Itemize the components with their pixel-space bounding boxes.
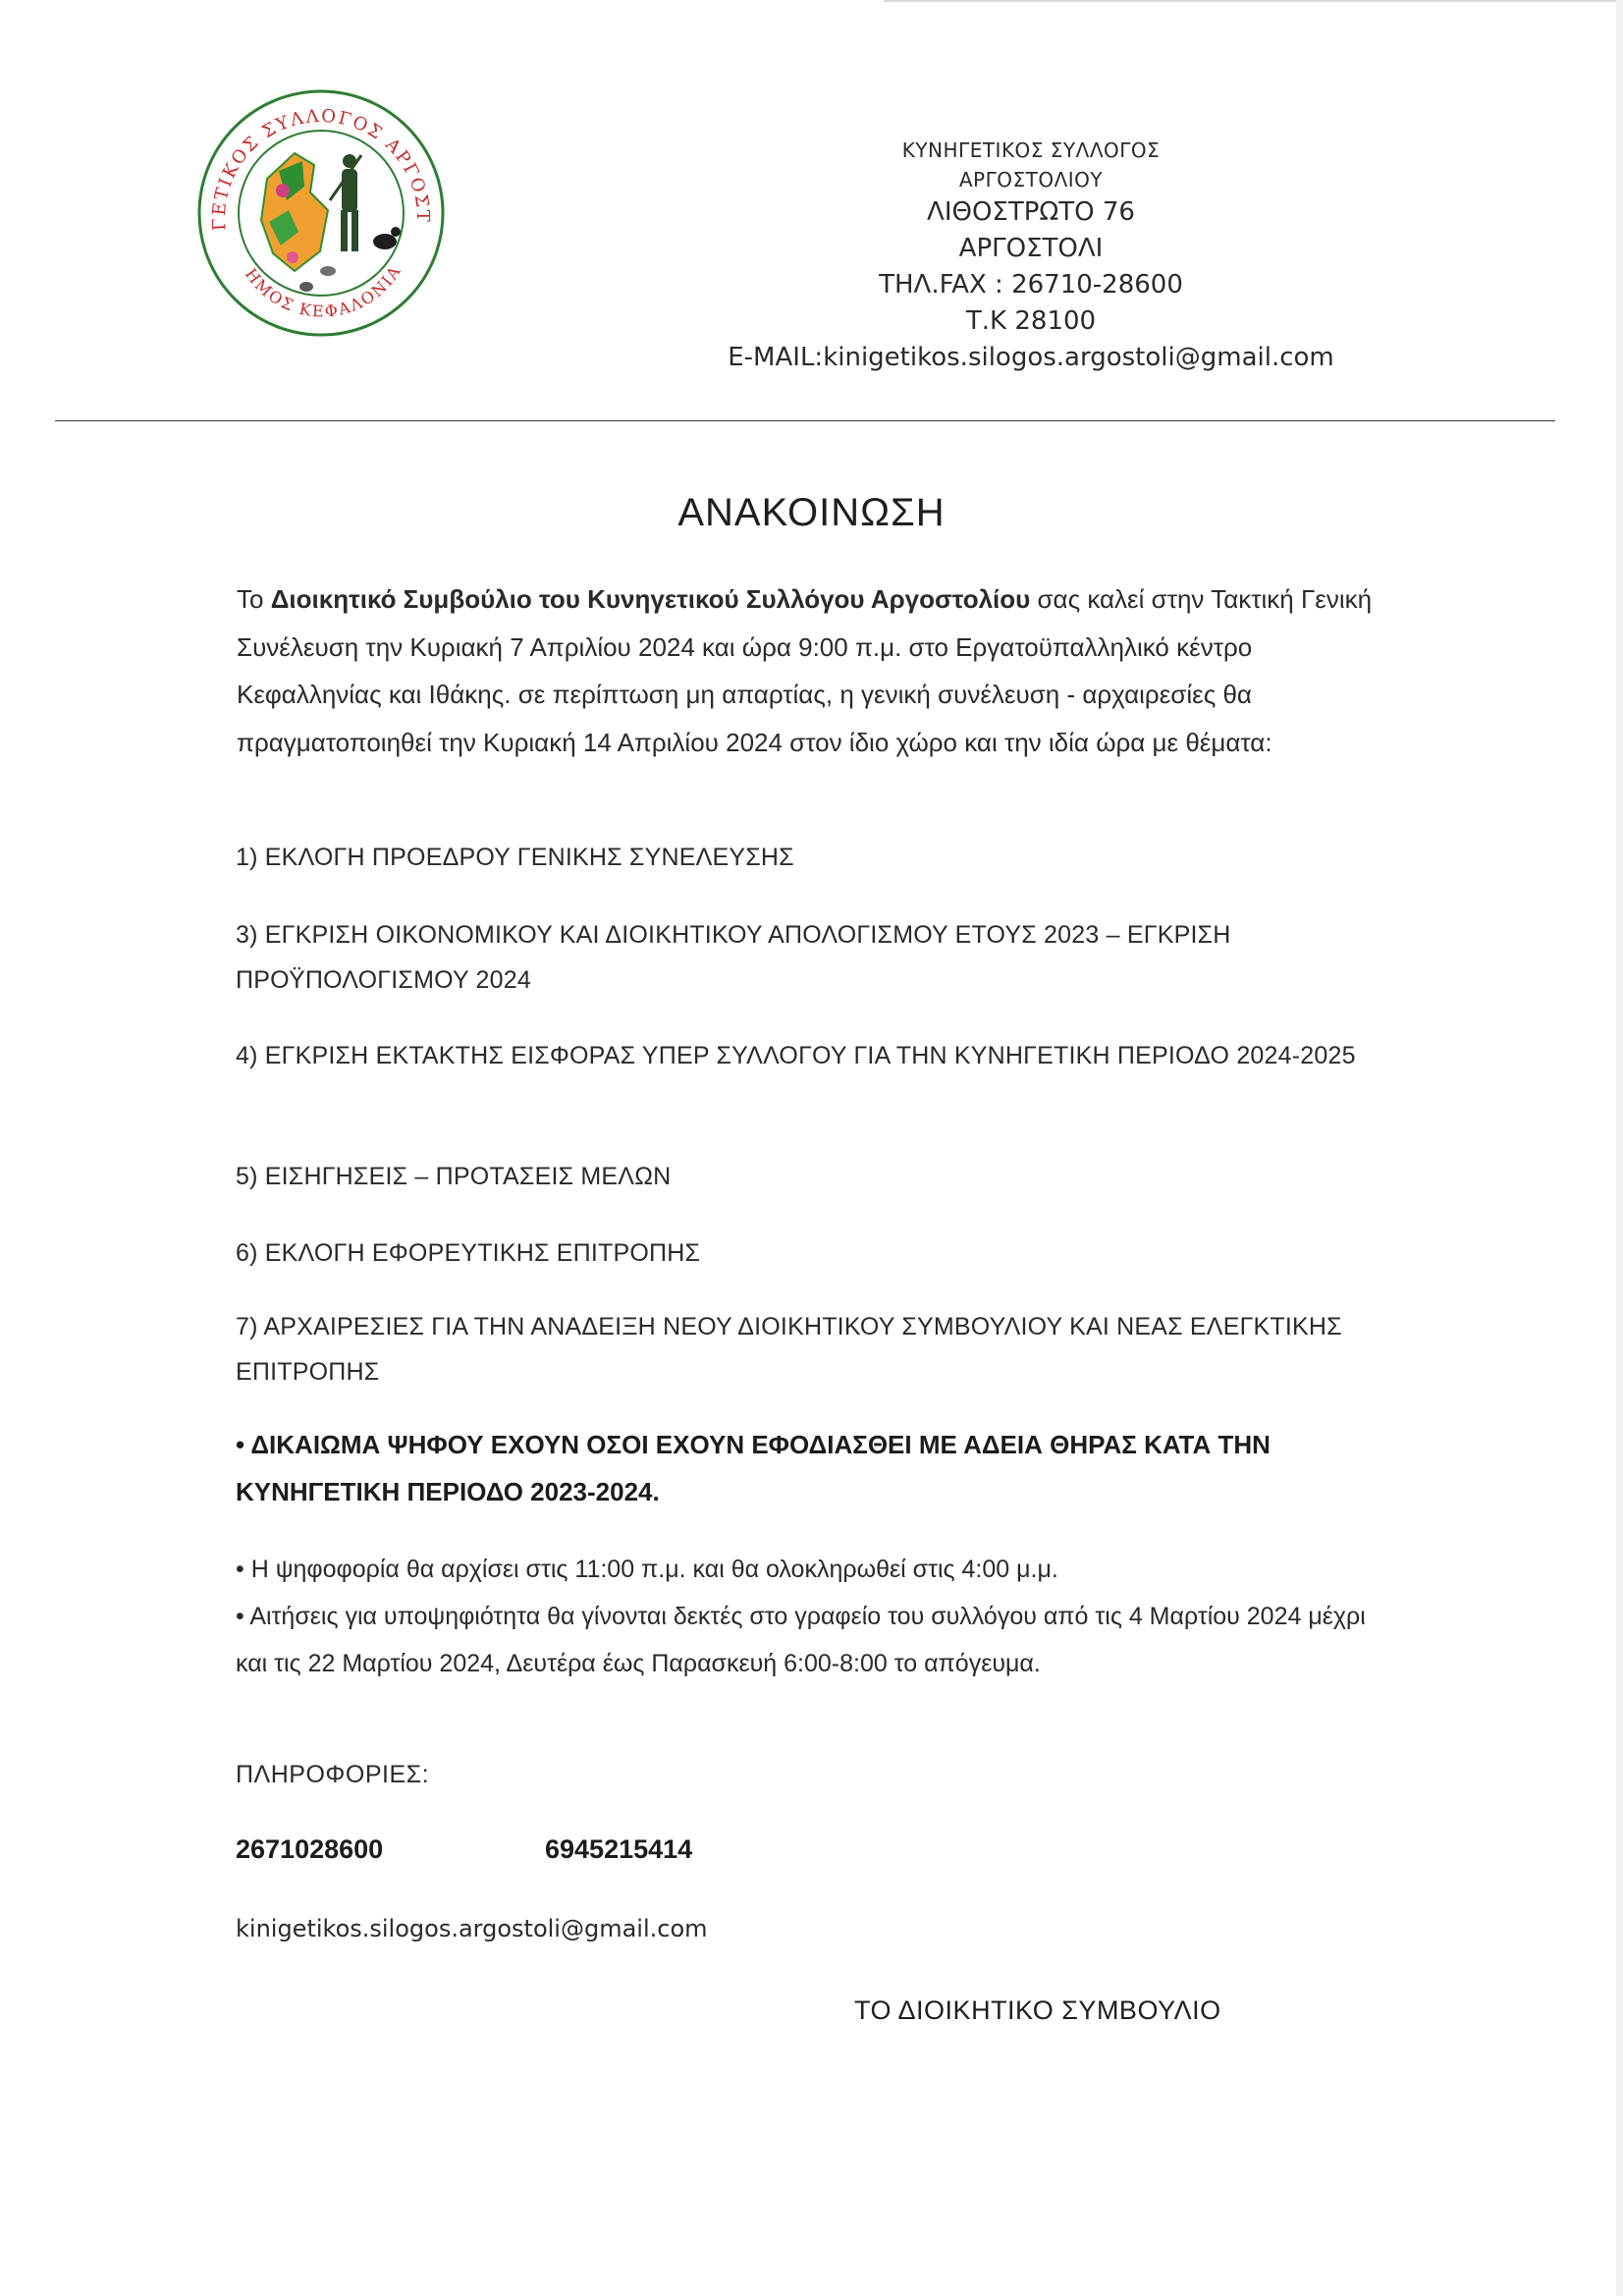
info-label: ΠΛΗΡΟΦΟΡΙΕΣ: [236, 1761, 430, 1788]
header-divider [55, 420, 1555, 421]
phone-landline: 2671028600 [236, 1834, 384, 1864]
agenda-item-5: 5) ΕΙΣΗΓΗΣΕΙΣ – ΠΡΟΤΑΣΕΙΣ ΜΕΛΩΝ [236, 1163, 672, 1190]
phone-mobile: 6945215414 [545, 1834, 693, 1864]
club-phone-fax: ΤΗΛ.FAX : 26710-28600 [879, 270, 1183, 300]
club-logo [192, 84, 450, 342]
club-seal-icon [192, 84, 450, 342]
club-email: E-MAIL:kinigetikos.silogos.argostoli@gmail.com [728, 343, 1334, 372]
club-header [687, 136, 1375, 376]
logo-ring-bottom-text: ΗΜΟΣ ΚΕΦΑΛΟΝΙΑ [241, 261, 406, 321]
intro-board-name: Διοικητικό Συμβούλιο του Κυνηγετικού Συλλόγου Αργοστολίου [270, 584, 1031, 614]
voting-hours-note: • Η ψηφοφορία θα αρχίσει στις 11:00 π.μ. και θα ολοκληρωθεί στις 4:00 μ.μ. [236, 1556, 1058, 1583]
club-city: ΑΡΓΟΣΤΟΛΙΟΥ [958, 168, 1104, 191]
club-street: ΛΙΘΟΣΤΡΩΤΟ 76 [927, 197, 1135, 227]
club-postal-code: Τ.Κ 28100 [965, 306, 1097, 336]
logo-ring-top-text: ΓΕΤΙΚΟΣ ΣΥΛΛΟΓΟΣ ΑΡΓΟΣΤ [208, 105, 434, 232]
signature: ΤΟ ΔΙΟΙΚΗΤΙΚΟ ΣΥΜΒΟΥΛΙΟ [854, 1995, 1221, 2025]
voting-rights-notice: • ΔΙΚΑΙΩΜΑ ΨΗΦΟΥ ΕΧΟΥΝ ΟΣΟΙ ΕΧΟΥΝ ΕΦΟΔΙΑΣΘΕΙ ΜΕ ΑΔΕΙΑ ΘΗΡΑΣ ΚΑΤΑ ΤΗΝ ΚΥΝΗΓΕΤΙΚΗ ΠΕΡΙΟΔΟ 2023-2024. [236, 1430, 1271, 1506]
intro-paragraph [237, 575, 1385, 766]
intro-body: σας καλεί στην Τακτική Γενική Συνέλευση την Κυριακή 7 Απριλίου 2024 και ώρα 9:00 π.μ. στο Εργατοϋπαλληλικό κέντρο Κεφαλληνίας και Ιθάκης. σε περίπτωση μη απαρτίας, η γενική συνέλευση - αρχαιρεσίες θα πραγματοποιηθεί την Κυριακή 14 Απριλίου 2024 στον ίδιο χώρο και την ιδία ώρα με θέματα: [237, 584, 1373, 757]
page-title: ΑΝΑΚΟΙΝΩΣΗ [677, 491, 946, 534]
candidacy-note: • Αιτήσεις για υποψηφιότητα θα γίνονται δεκτές στο γραφείο του συλλόγου από τις 4 Μαρτίου 2024 μέχρι και τις 22 Μαρτίου 2024, Δευτέρα έως Παρασκευή 6:00-8:00 το απόγευμα. [236, 1603, 1366, 1677]
scan-edge-top [884, 0, 1623, 2]
club-name: ΚΥΝΗΓΕΤΙΚΟΣ ΣΥΛΛΟΓΟΣ [901, 138, 1161, 162]
agenda-item-6: 6) ΕΚΛΟΓΗ ΕΦΟΡΕΥΤΙΚΗΣ ΕΠΙΤΡΟΠΗΣ [236, 1239, 701, 1267]
contact-email: kinigetikos.silogos.argostoli@gmail.com [236, 1915, 708, 1942]
agenda-item-4: 4) ΕΓΚΡΙΣΗ ΕΚΤΑΚΤΗΣ ΕΙΣΦΟΡΑΣ ΥΠΕΡ ΣΥΛΛΟΓΟΥ ΓΙΑ ΤΗΝ ΚΥΝΗΓΕΤΙΚΗ ΠΕΡΙΟΔΟ 2024-2025 [236, 1042, 1356, 1069]
intro-prefix: Το [237, 584, 271, 614]
agenda-item-3: 3) ΕΓΚΡΙΣΗ ΟΙΚΟΝΟΜΙΚΟΥ ΚΑΙ ΔΙΟΙΚΗΤΙΚΟΥ ΑΠΟΛΟΓΙΣΜΟΥ ΕΤΟΥΣ 2023 – ΕΓΚΡΙΣΗ ΠΡΟΫΠΟΛΟΓΙΣΜΟΥ 2024 [236, 921, 1231, 994]
scan-edge-right [1616, 0, 1623, 2296]
club-town: ΑΡΓΟΣΤΟΛΙ [958, 234, 1104, 263]
agenda-item-1: 1) ΕΚΛΟΓΗ ΠΡΟΕΔΡΟΥ ΓΕΝΙΚΗΣ ΣΥΝΕΛΕΥΣΗΣ [236, 844, 794, 871]
agenda-item-7: 7) ΑΡΧΑΙΡΕΣΙΕΣ ΓΙΑ ΤΗΝ ΑΝΑΔΕΙΞΗ ΝΕΟΥ ΔΙΟΙΚΗΤΙΚΟΥ ΣΥΜΒΟΥΛΙΟΥ ΚΑΙ ΝΕΑΣ ΕΛΕΓΚΤΙΚΗΣ ΕΠΙΤΡΟΠΗΣ [236, 1313, 1342, 1386]
